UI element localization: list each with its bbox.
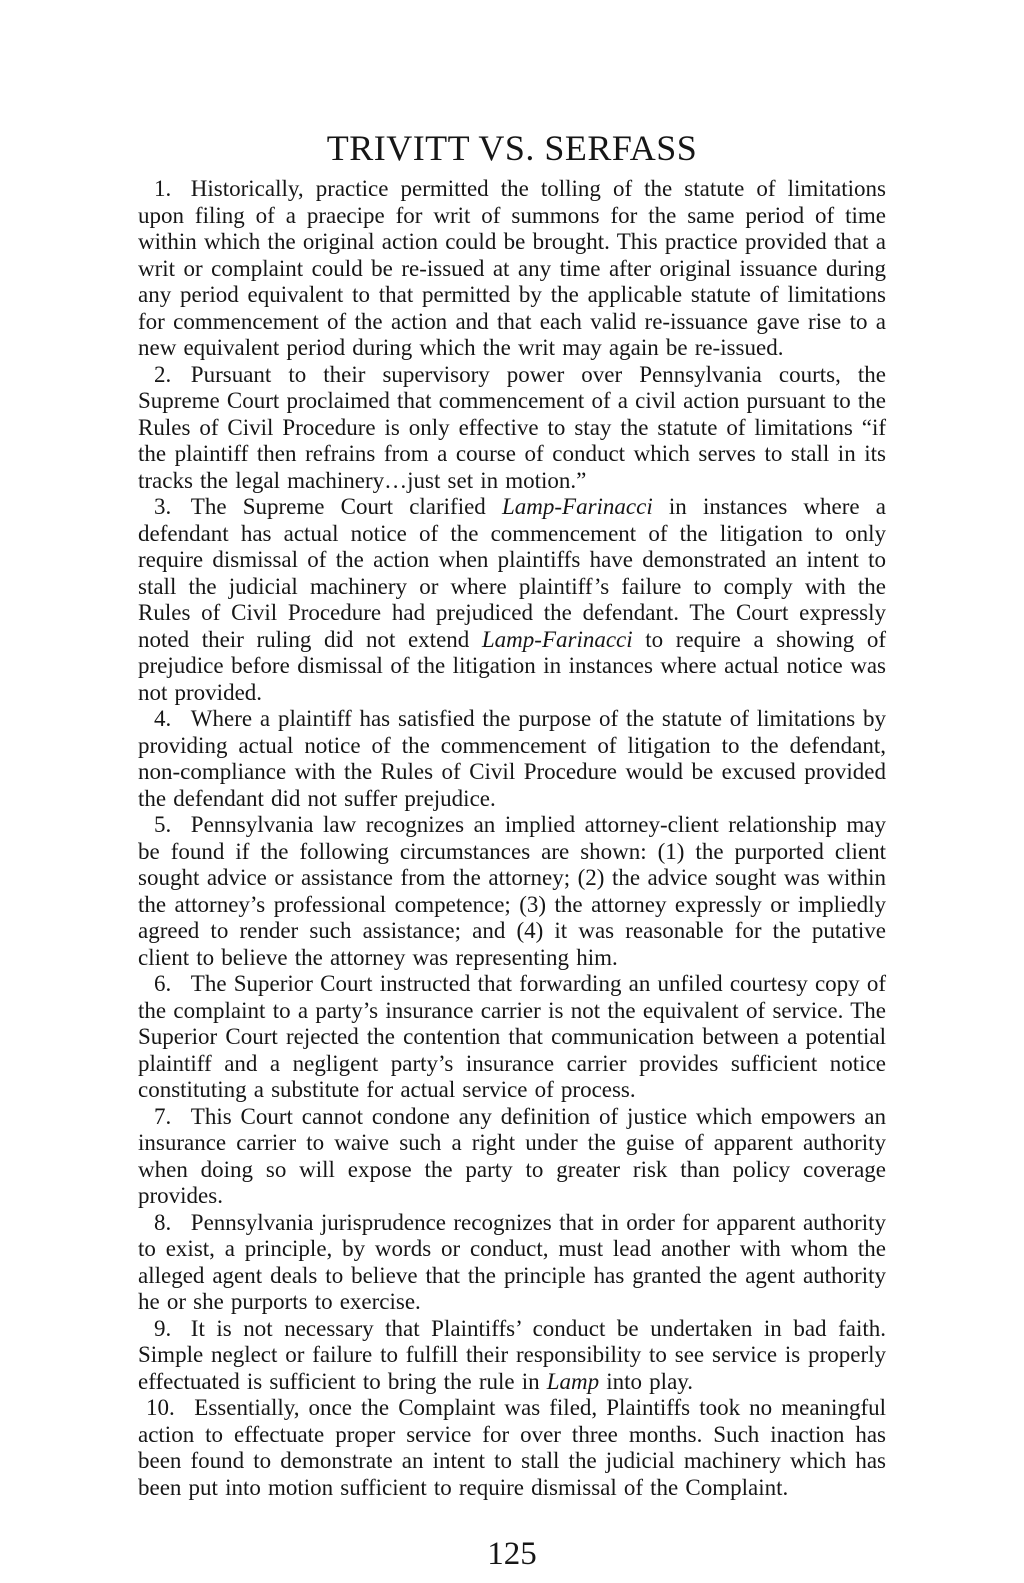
digest-paragraph-7 (138, 1104, 886, 1210)
text-block (138, 0, 886, 1573)
paragraph-text: This Court cannot condone any definition of justice which empowers an insurance carrier to waive such a right under the guise of apparent authority when doing so will expose the party to greater risk than policy coverage provides. (138, 1103, 886, 1208)
paragraph-text: Pursuant to their supervisory power over Pennsylvania courts, the Supreme Court proclaimed that commencement of a civil action pursuant to the Rules of Civil Procedure is only effective to stay the statute of limitations “if the plaintiff then refrains from a course of conduct which serves to stall in its tracks the legal machinery…just set in motion.” (138, 361, 886, 493)
digest-paragraph-1 (138, 176, 886, 362)
paragraph-text: to require a showing of prejudice before dismissal of the litigation in instances where actual notice was not provided. (138, 626, 886, 705)
digest-paragraph-5 (138, 812, 886, 971)
digest-paragraph-9 (138, 1316, 886, 1396)
paragraph-number: 10. (146, 1395, 175, 1420)
digest-paragraph-2 (138, 362, 886, 495)
paragraph-text: Historically, practice permitted the tolling of the statute of limitations upon filing of a praecipe for writ of summons for the same period of time within which the original action could be brought. This practice provided that a writ or complaint could be re-issued at any time after original issuance during any period equivalent to that permitted by the applicable statute of limitations for commencement of the action and that each valid re-issuance gave rise to a new equivalent period during which the writ may again be re-issued. (138, 176, 886, 360)
page-number: 125 (487, 1536, 537, 1572)
paragraph-number: 8. (154, 1209, 172, 1235)
digest-paragraph-10 (138, 1395, 886, 1501)
paragraph-number: 3. (154, 494, 172, 519)
paragraph-number: 4. (154, 706, 172, 731)
paragraph-text: Pennsylvania jurisprudence recognizes that in order for apparent authority to exist, a principle, by words or conduct, must lead another with whom the alleged agent deals to believe that the principle has granted the agent authority he or she purports to exercise. (138, 1209, 886, 1314)
paragraph-text: Pennsylvania law recognizes an implied attorney-client relationship may be found if the following circumstances are shown: (1) the purported client sought advice or assistance from the attorney; (2) the advice sought was within the attorney’s professional competence; (3) the attorney expressly or impliedly agreed to render such assistance; and (4) it was reasonable for the putative client to believe the attorney was representing him. (138, 812, 886, 970)
case-name-italic: Lamp-Farinacci (501, 494, 653, 519)
paragraph-text: Essentially, once the Complaint was filed, Plaintiffs took no meaningful action to effectuate proper service for over three months. Such inaction has been found to demonstrate an intent to stall the judicial machinery which has been put into motion sufficient to require dismissal of the Complaint. (138, 1395, 886, 1500)
paragraph-number: 7. (154, 1103, 172, 1129)
paragraph-number: 1. (154, 176, 172, 201)
digest-paragraph-3 (138, 494, 886, 706)
paragraph-text: The Supreme Court clarified (190, 494, 502, 519)
digest-paragraph-8 (138, 1210, 886, 1316)
case-name-italic: Lamp (546, 1368, 600, 1394)
paragraph-number: 6. (154, 971, 172, 996)
case-title: TRIVITT VS. SERFASS (326, 128, 698, 168)
paragraph-number: 5. (154, 812, 172, 837)
paragraph-text: in instances where a defendant has actual notice of the commencement of the litigation to only require dismissal of the action when plaintiffs have demonstrated an intent to stall the judicial machinery or where plaintiff’s failure to comply with the Rules of Civil Procedure had prejudiced the defendant. The Court expressly noted their ruling did not extend (138, 494, 886, 652)
paragraph-number: 2. (154, 361, 172, 387)
paragraph-text: into play. (599, 1368, 694, 1394)
paragraph-number: 9. (154, 1315, 172, 1341)
case-name-italic: Lamp-Farinacci (481, 626, 633, 652)
digest-paragraph-6 (138, 971, 886, 1104)
paragraph-text: The Superior Court instructed that forwarding an unfiled courtesy copy of the complaint to a party’s insurance carrier is not the equivalent of service. The Superior Court rejected the contention that communication between a potential plaintiff and a negligent party’s insurance carrier provides sufficient notice constituting a substitute for actual service of process. (138, 971, 886, 1102)
digest-paragraph-4 (138, 706, 886, 812)
paragraph-text: It is not necessary that Plaintiffs’ conduct be undertaken in bad faith. Simple neglect or failure to fulfill their responsibility to see service is properly effectuated is sufficient to bring the rule in (138, 1315, 886, 1394)
paragraph-text: Where a plaintiff has satisfied the purpose of the statute of limitations by providing actual notice of the commencement of litigation to the defendant, non-compliance with the Rules of Civil Procedure would be excused provided the defendant did not suffer prejudice. (138, 706, 886, 811)
